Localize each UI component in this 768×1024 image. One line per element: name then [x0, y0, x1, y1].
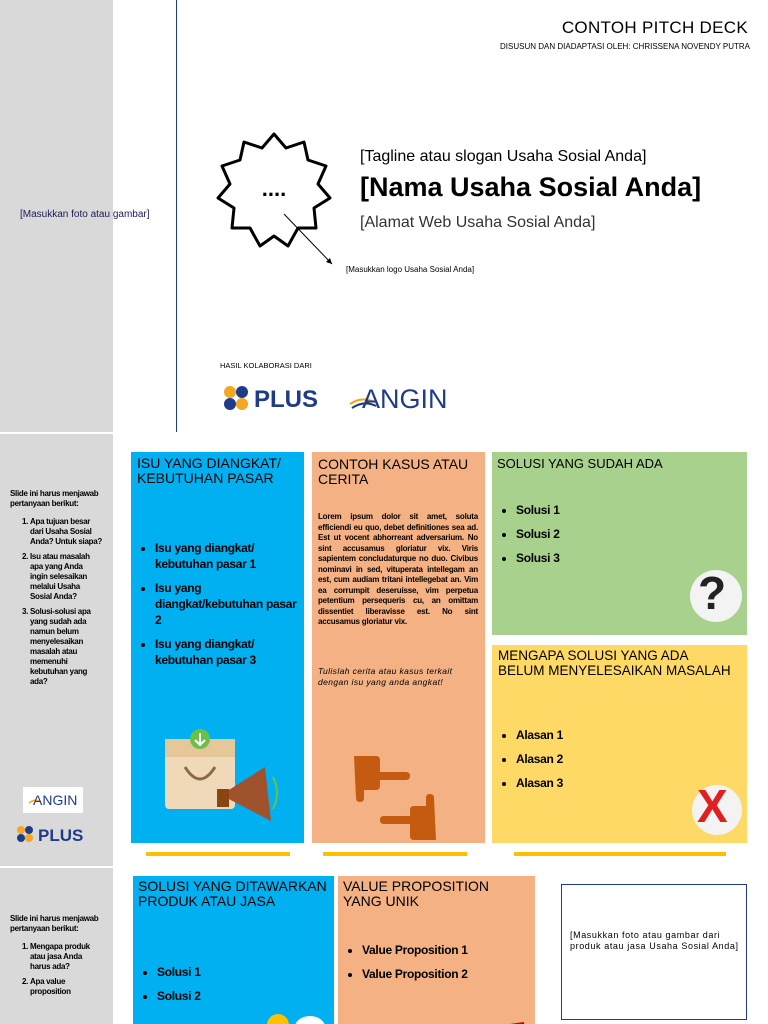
- author-credit: DISUSUN DAN DIADAPTASI OLEH: CHRISSENA NOVENDY PUTRA: [500, 42, 750, 51]
- divider: [176, 0, 177, 432]
- existing-item: • Solusi 1: [516, 502, 666, 518]
- deck-title: CONTOH PITCH DECK: [561, 18, 748, 37]
- why-item: • Alasan 1: [516, 727, 576, 743]
- product-photo-frame: [561, 884, 747, 1020]
- existing-item: • Solusi 2: [516, 526, 666, 542]
- issue-item: • Isu yang diangkat/ kebutuhan pasar 1: [155, 540, 305, 572]
- issue-item: • Isu yang diangkat/ kebutuhan pasar 3: [155, 636, 305, 668]
- angin-logo: [23, 787, 83, 813]
- cloud-icon: [295, 1016, 325, 1024]
- value-heading: VALUE PROPOSITION YANG UNIK: [343, 878, 489, 909]
- accent-line: [323, 852, 467, 856]
- svg-text:PLUS: PLUS: [38, 826, 84, 845]
- tagline: [Tagline atau slogan Usaha Sosial Anda]: [360, 148, 647, 165]
- angin-logo: [348, 382, 452, 414]
- why-item: • Alasan 3: [516, 775, 576, 791]
- slide-cover: [0, 0, 768, 432]
- guide-question: 2. Isu atau masalah apa yang Anda ingin selesaikan melalui Usaha Sosial Anda?: [30, 552, 102, 602]
- plus-logo: [222, 384, 328, 412]
- collab-label: HASIL KOLABORASI DARI: [220, 361, 312, 370]
- slide-problem: [0, 434, 768, 866]
- offered-solution-panel: [133, 876, 334, 1024]
- bulb-icon: [267, 1014, 289, 1024]
- question-mark-icon: ?: [698, 567, 727, 619]
- case-heading: CONTOH KASUS ATAU CERITA: [318, 456, 469, 487]
- pointer-arrow-icon: [280, 210, 350, 270]
- issue-item: • Isu yang diangkat/kebutuhan pasar 2: [155, 580, 305, 628]
- offered-item: • Solusi 1: [157, 964, 217, 980]
- guide-questions: [10, 914, 102, 1002]
- svg-text:ANGIN: ANGIN: [33, 792, 78, 808]
- shopping-bag-megaphone-icon: [161, 727, 283, 827]
- guide-question: 3. Solusi-solusi apa yang sudah ada namun belum menyelesaikan masalah atau memenuhi kebutuhan yang ada?: [30, 607, 102, 687]
- x-mark-icon: X: [697, 780, 728, 832]
- existing-heading: SOLUSI YANG SUDAH ADA: [497, 456, 663, 471]
- product-photo-placeholder: [Masukkan foto atau gambar dari produk atau jasa Usaha Sosial Anda]: [570, 930, 739, 951]
- website: [Alamat Web Usaha Sosial Anda]: [360, 214, 596, 231]
- existing-item: • Solusi 3: [516, 550, 666, 566]
- value-item: • Value Proposition 2: [362, 966, 512, 982]
- slide-solution: [0, 868, 768, 1024]
- case-note: Tulislah cerita atau kasus terkait dengan isu yang anda angkat!: [318, 666, 453, 687]
- offered-heading: SOLUSI YANG DITAWARKAN PRODUK ATAU JASA: [138, 878, 327, 909]
- guide-question: 1. Apa tujuan besar dari Usaha Sosial Anda? Untuk siapa?: [30, 517, 102, 547]
- accent-line: [146, 852, 290, 856]
- angin-logo-box: [23, 787, 83, 813]
- value-item: • Value Proposition 1: [362, 942, 512, 958]
- logo-placeholder: [Masukkan logo Usaha Sosial Anda]: [346, 265, 475, 274]
- why-item: • Alasan 2: [516, 751, 576, 767]
- issue-heading: ISU YANG DIANGKAT/ KEBUTUHAN PASAR: [137, 455, 281, 486]
- value-prop-panel: [338, 876, 535, 1024]
- existing-solutions-panel: [492, 452, 747, 635]
- offered-item: • Solusi 2: [157, 988, 217, 1004]
- photo-placeholder: [Masukkan foto atau gambar]: [20, 209, 150, 220]
- why-panel: [492, 645, 747, 843]
- logo-dots: ....: [261, 176, 287, 201]
- guide-intro: Slide ini harus menjawab pertanyaan berikut:: [10, 489, 99, 508]
- guide-questions: [10, 489, 102, 692]
- issue-panel: [131, 452, 304, 843]
- case-panel: [312, 452, 485, 843]
- pointing-hands-icon: [350, 752, 440, 842]
- accent-line: [514, 852, 726, 856]
- guide-question: 1. Mengapa produk atau jasa Anda harus ada?: [30, 942, 102, 972]
- guide-intro: Slide ini harus menjawab pertanyaan berikut:: [10, 914, 99, 933]
- lorem-text: Lorem ipsum dolor sit amet, soluta efficiendi eu quo, debet definitiones sea ad. Est ut vocent abhorreant adversarium. No sint accusamus gloriatur vix. Viris sapientem concludaturque no duo. Civibus nominavi in sed, vituperata intellegam an est, cum audiam tritani intellegebat an. Vim ea corrumpit deseruisse, vim perpetua petentium persequeris cu, an omittam dissentiet liberavisse est. No sint accusamus gloriatur vix.: [318, 512, 478, 626]
- svg-text:PLUS: PLUS: [254, 386, 319, 412]
- why-heading: MENGAPA SOLUSI YANG ADA BELUM MENYELESAIKAN MASALAH: [498, 648, 731, 678]
- plus-logo: [16, 824, 90, 846]
- svg-text:ANGIN: ANGIN: [362, 384, 448, 414]
- business-name: [Nama Usaha Sosial Anda]: [360, 172, 702, 202]
- guide-question: 2. Apa value proposition: [30, 977, 102, 997]
